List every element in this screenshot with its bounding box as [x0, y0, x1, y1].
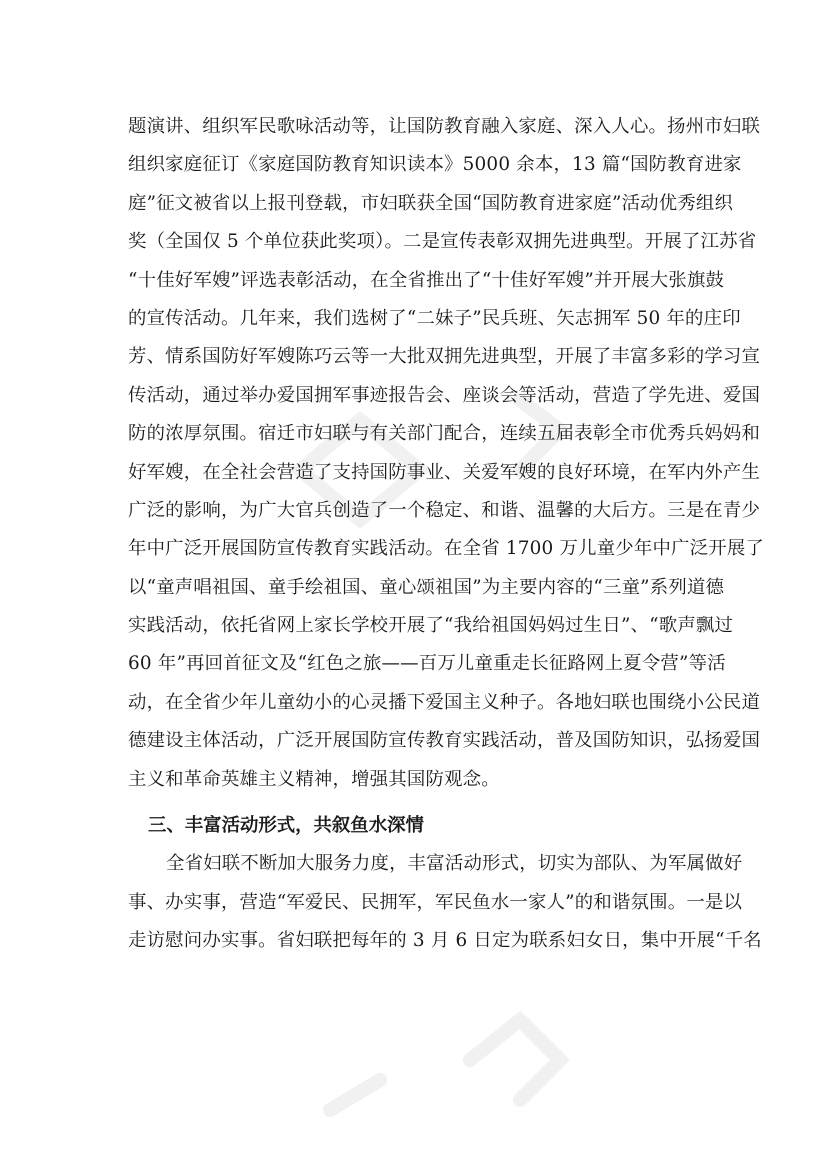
text-line: 防的浓厚氛围。宿迁市妇联与有关部门配合，连续五届表彰全市优秀兵妈妈和 [128, 423, 761, 445]
paragraph-2 [128, 845, 762, 960]
text-line: 传活动，通过举办爱国拥军事迹报告会、座谈会等活动，营造了学先进、爱国 [128, 384, 761, 406]
text-line: 动，在全省少年儿童幼小的心灵播下爱国主义种子。各地妇联也围绕小公民道 [128, 691, 761, 713]
text-line: 实践活动，依托省网上家长学校开展了“我给祖国妈妈过生日”、“歌声飘过 [128, 615, 734, 637]
document-body [128, 108, 765, 961]
watermark-stroke [330, 1080, 380, 1110]
text-line: 庭”征文被省以上报刊登载，市妇联获全国“国防教育进家庭”活动优秀组织 [128, 192, 734, 214]
text-line: 走访慰问办实事。省妇联把每年的 3 月 6 日定为联系妇女日，集中开展“千名 [128, 930, 762, 952]
text-line: 广泛的影响，为广大官兵创造了一个稳定、和谐、温馨的大后方。三是在青少 [128, 499, 761, 521]
text-line: “十佳好军嫂”评选表彰活动，在全省推出了“十佳好军嫂”并开展大张旗鼓 [128, 269, 725, 291]
text-line: 全省妇联不断加大服务力度，丰富活动形式，切实为部队、为军属做好 [166, 853, 743, 875]
text-line: 芳、情系国防好军嫂陈巧云等一大批双拥先进典型，开展了丰富多彩的学习宣 [128, 346, 761, 368]
section-heading: 三、丰富活动形式，共叙鱼水深情 [148, 815, 424, 837]
watermark-stroke [470, 1020, 560, 1100]
text-line: 年中广泛开展国防宣传教育实践活动。在全省 1700 万儿童少年中广泛开展了 [128, 538, 765, 560]
text-line: 以“童声唱祖国、童手绘祖国、童心颂祖国”为主要内容的“三童”系列道德 [128, 576, 725, 598]
text-line: 事、办实事，营造“军爱民、民拥军，军民鱼水一家人”的和谐氛围。一是以 [128, 891, 743, 913]
text-line: 题演讲、组织军民歌咏活动等，让国防教育融入家庭、深入人心。扬州市妇联 [128, 116, 761, 137]
text-line: 组织家庭征订《家庭国防教育知识读本》5000 余本，13 篇“国防教育进家 [128, 154, 742, 176]
text-line: 奖（全国仅 5 个单位获此奖项）。二是宣传表彰双拥先进典型。开展了江苏省 [128, 231, 757, 253]
text-line: 60 年”再回首征文及“红色之旅——百万儿童重走长征路网上夏令营”等活 [128, 653, 726, 675]
text-line: 德建设主体活动，广泛开展国防宣传教育实践活动，普及国防知识，弘扬爱国 [128, 730, 761, 752]
paragraph-1 [128, 108, 765, 799]
text-line: 好军嫂，在全社会营造了支持国防事业、关爱军嫂的良好环境，在军内外产生 [128, 461, 761, 483]
text-line: 的宣传活动。几年来，我们选树了“二妹子”民兵班、矢志拥军 50 年的庄印 [128, 307, 741, 329]
text-line: 主义和革命英雄主义精神，增强其国防观念。 [128, 768, 500, 790]
